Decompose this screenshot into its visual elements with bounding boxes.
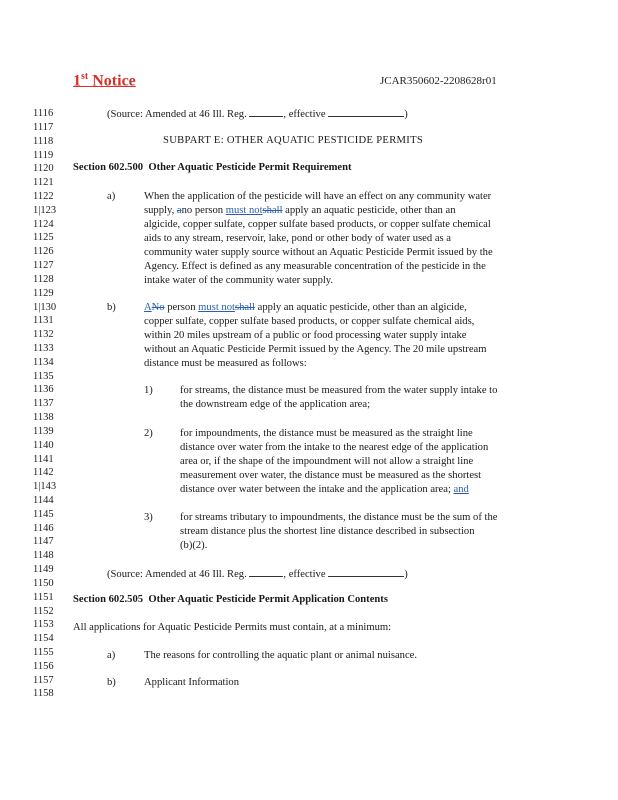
inserted-text: must not [198,302,235,313]
section-505-heading: Section 602.505 Other Aquatic Pesticide Permit Application Contents [73,594,388,605]
blank-effective [328,567,404,577]
para-a-line2: supply, ano person must notshall apply an aquatic pesticide, other than an [144,205,456,216]
line-number: 1151 [33,591,54,603]
item-b-text: Applicant Information [144,677,240,688]
line-number: 1124 [33,218,54,230]
line-number: 1137 [33,398,54,410]
line-number: 1157 [33,674,54,686]
line-number: 1140 [33,439,54,451]
blank-reg [249,107,283,117]
sub-3-line1: for streams tributary to impoundments, the distance must be the sum of the [180,512,498,523]
sub-2-line4: measurement over water, the distance must be measured as the shortest [180,470,482,481]
line-number: 1139 [33,425,54,437]
inserted-text: must not [225,205,263,216]
line-number: 1131 [33,315,54,327]
item-a-text: The reasons for controlling the aquatic plant or animal nuisance. [144,650,417,661]
blank-reg [249,567,283,577]
line-number: 1127 [33,260,54,271]
line-number: 1136 [33,384,54,396]
deleted-text: a [176,205,182,216]
para-a-label: a) [107,191,116,202]
line-number: 1118 [33,135,54,147]
sub-2-label: 2) [144,428,153,439]
para-a-line3: algicide, copper sulfate, copper sulfate based products, or copper sulfate chemical [144,219,491,230]
line-number: 1135 [33,370,54,382]
line-number: 1|130 [33,301,57,313]
notice-word: Notice [88,72,136,90]
deleted-text: No [151,302,165,313]
source-note-2: (Source: Amended at 46 Ill. Reg. , effective ) [107,569,408,580]
line-number: 1132 [33,329,54,341]
notice-number: 1 [73,72,81,90]
para-b-line1: ANo person must notshall apply an aquatic pesticide, other than an algicide, [144,302,467,313]
notice-heading [73,71,136,90]
line-number: 1145 [33,508,54,520]
line-number: 1154 [33,633,54,645]
inserted-text: A [144,302,152,313]
para-a-line1: When the application of the pesticide will have an effect on any community water [144,191,492,202]
para-b-line3: within 20 miles upstream of a public or food processing water supply intake [144,330,467,341]
deleted-text: shall [262,205,283,216]
line-number: 1153 [33,619,54,631]
item-a-label: a) [107,650,116,661]
line-number: 1116 [33,108,54,119]
line-number: 1138 [33,412,54,423]
sub-3-label: 3) [144,512,153,523]
subpart-heading: SUBPART E: OTHER AQUATIC PESTICIDE PERMITS [163,135,424,146]
line-number: 1122 [33,190,54,202]
line-number: 1125 [33,232,54,244]
para-a-line6: Agency. Effect is defined as any measurable concentration of the pesticide in the [144,261,486,272]
document-id: JCAR350602-2208628r01 [380,75,497,87]
line-number: 1119 [33,149,54,161]
notice-ordinal: st [81,71,89,82]
sub-1-label: 1) [144,385,153,396]
para-a-line7: intake water of the community water supply. [144,275,334,286]
deleted-text: shall [234,302,255,313]
line-number: 1128 [33,273,54,285]
line-number: 1155 [33,647,54,658]
sub-1-line2: the downstream edge of the application area; [180,399,371,410]
sub-2-line3: area or, if the shape of the impoundment will not allow a straight line [180,456,474,467]
line-number: 1142 [33,467,54,479]
blank-effective [328,107,404,117]
line-number: 1117 [33,121,54,133]
line-number: 1120 [33,163,54,175]
source-note-1: (Source: Amended at 46 Ill. Reg. , effective ) [107,109,408,120]
sub-3-line3: (b)(2). [180,540,208,551]
para-b-label: b) [107,302,116,313]
line-number: 1144 [33,495,54,506]
sub-2-line2: distance over water from the intake to the nearest edge of the application [180,442,489,453]
section-500-heading: Section 602.500 Other Aquatic Pesticide Permit Requirement [73,162,352,173]
line-number: 1134 [33,356,54,368]
line-number: 1148 [33,550,54,562]
line-number: 1156 [33,660,54,672]
para-b-line2: copper sulfate, copper sulfate based products, or copper sulfate chemical aids, [144,316,475,327]
line-number: 1133 [33,342,54,354]
line-number: 1158 [33,688,54,700]
line-number: 1121 [33,177,54,189]
sub-2-line5: distance over water between the intake and the application area; and [180,484,469,495]
sub-3-line2: stream distance plus the shortest line distance described in subsection [180,526,475,537]
line-number: 1126 [33,246,54,258]
sub-2-line1: for impoundments, the distance must be measured as the straight line [180,428,473,439]
inserted-text: and [453,484,469,495]
line-number: 1147 [33,536,54,548]
section-505-intro: All applications for Aquatic Pesticide Permits must contain, at a minimum: [73,622,392,633]
para-b-line4: without an Aquatic Pesticide Permit issued by the Agency. The 20 mile upstream [144,344,487,355]
line-number: 1150 [33,577,54,589]
para-a-line5: community water supply source without an Aquatic Pesticide Permit issued by the [144,247,493,258]
para-b-line5: distance must be measured as follows: [144,358,307,369]
line-number: 1152 [33,605,54,617]
para-a-line4: aids to any stream, reservoir, lake, pond or other body of water used as a [144,233,451,244]
line-number: 1|143 [33,481,57,493]
sub-1-line1: for streams, the distance must be measured from the water supply intake to [180,385,498,396]
line-number: 1149 [33,564,54,576]
line-number: 1146 [33,522,54,534]
line-number: 1141 [33,453,54,465]
line-number: 1|123 [33,204,57,216]
item-b-label: b) [107,677,116,688]
line-number: 1129 [33,287,54,299]
